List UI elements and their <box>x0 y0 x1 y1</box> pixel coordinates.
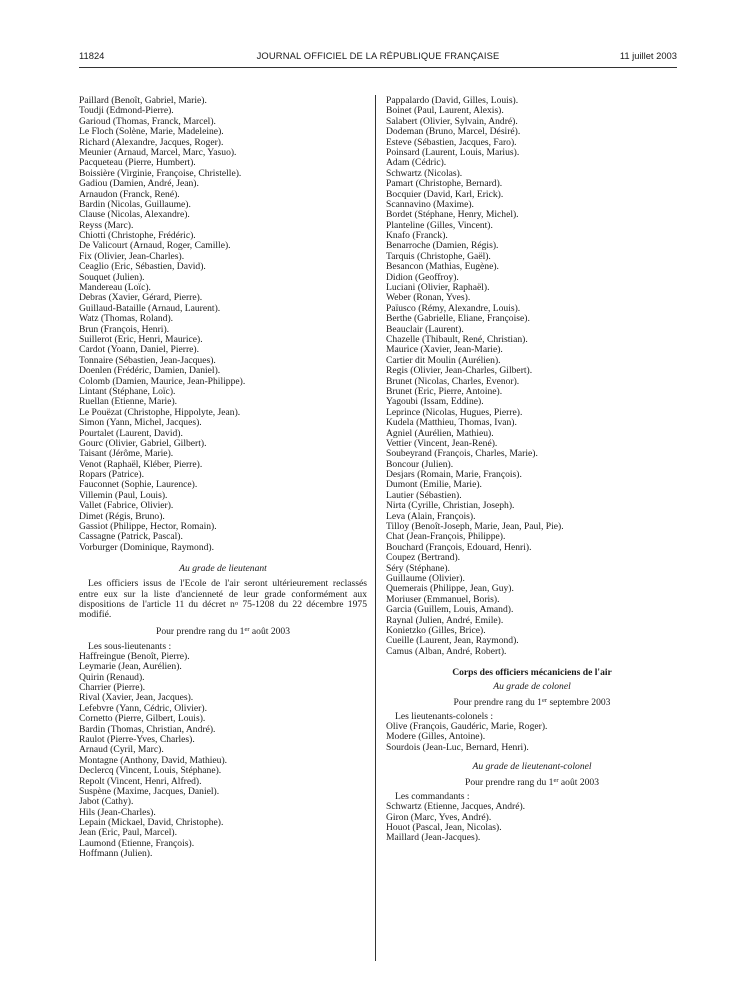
list-item: Bardin (Nicolas, Guillaume). <box>79 198 191 210</box>
list-item: Rival (Xavier, Jean, Jacques). <box>79 692 194 704</box>
rank-superscript: er <box>541 697 548 705</box>
list-item: Pacqueteau (Pierre, Humbert). <box>79 157 196 169</box>
list-item: Lefebvre (Yann, Cédric, Olivier). <box>79 702 207 714</box>
list-item: Gourc (Olivier, Gabriel, Gilbert). <box>79 437 207 449</box>
list-item: Le Floch (Solène, Marie, Madeleine). <box>79 126 224 138</box>
numero-superscript: o <box>234 600 239 607</box>
list-item: Fix (Olivier, Jean-Charles). <box>79 250 185 262</box>
list-item: Ceaglio (Eric, Sébastien, David). <box>79 261 206 273</box>
list-item: Pourtalet (Laurent, David). <box>79 427 183 439</box>
name-list <box>79 96 367 553</box>
list-item: Nirta (Cyrille, Christian, Joseph). <box>386 500 515 512</box>
list-item: Haffreingue (Benoît, Pierre). <box>79 650 190 662</box>
list-item: Leprince (Nicolas, Hugues, Pierre). <box>386 406 523 418</box>
list-item: Séry (Stéphane). <box>386 562 450 574</box>
list-item: Beauclair (Laurent). <box>386 323 464 335</box>
list-item: Besancon (Mathias, Eugène). <box>386 261 499 273</box>
list-item: Cardot (Yoann, Daniel, Pierre). <box>79 344 199 356</box>
rank-text: Pour prendre rang du 1 <box>464 777 554 789</box>
list-item: Sourdois (Jean-Luc, Bernard, Henri). <box>386 741 529 753</box>
list-item: Bordet (Stéphane, Henry, Michel). <box>386 209 519 221</box>
list-item: Agniel (Aurélien, Mathieu). <box>386 427 494 439</box>
list-item: Watz (Thomas, Roland). <box>79 313 174 325</box>
list-item: Brunet (Nicolas, Charles, Evenor). <box>386 375 520 387</box>
list-item: Regis (Olivier, Jean-Charles, Gilbert). <box>386 365 533 377</box>
list-item: Pappalardo (David, Gilles, Louis). <box>386 95 519 106</box>
list-item: Tarquis (Christophe, Gaël). <box>386 250 491 262</box>
rank-superscript: er <box>553 777 559 785</box>
list-item: Leva (Alain, François). <box>386 510 476 522</box>
list-item: Dodeman (Bruno, Marcel, Désiré). <box>386 126 521 138</box>
list-item: Ruellan (Etienne, Marie). <box>79 396 178 408</box>
list-item: Clause (Nicolas, Alexandre). <box>79 209 190 221</box>
list-item: Arnaudon (Franck, René). <box>79 188 180 200</box>
list-item: Bardin (Thomas, Christian, André). <box>79 723 216 735</box>
list-item: Chazelle (Thibault, René, Christian). <box>386 333 528 345</box>
list-item: Boinet (Paul, Laurent, Alexis). <box>386 105 504 117</box>
list-item: Maillard (Jean-Jacques). <box>386 832 481 844</box>
section-heading: Au grade de colonel <box>493 681 571 693</box>
column-divider <box>375 95 376 961</box>
section-heading: Au grade de lieutenant-colonel <box>472 761 592 773</box>
list-item: Dumont (Emilie, Marie). <box>386 479 482 491</box>
list-item: Giron (Marc, Yves, André). <box>386 811 492 823</box>
list-item: Meunier (Arnaud, Marcel, Marc, Yasuo). <box>79 146 237 158</box>
list-item: Cassagne (Patrick, Pascal). <box>79 531 183 543</box>
list-item: Cartier dit Moulin (Aurélien). <box>386 354 501 366</box>
name-list <box>79 652 367 860</box>
rank-text: septembre 2003 <box>547 697 611 709</box>
rank-text: Pour prendre rang du 1 <box>155 625 245 637</box>
list-item: Suspène (Maxime, Jacques, Daniel). <box>79 785 220 797</box>
list-item: Gassiot (Philippe, Hector, Romain). <box>79 521 217 533</box>
list-item: Camus (Alban, André, Robert). <box>386 645 507 657</box>
list-item: Moriuser (Emmanuel, Boris). <box>386 593 500 605</box>
list-item: Païusco (Rémy, Alexandre, Louis). <box>386 302 521 314</box>
list-item: Tilloy (Benoît-Joseph, Marie, Jean, Paul, Pie). <box>386 521 564 533</box>
list-item: Boncour (Julien). <box>386 458 454 470</box>
page-header <box>79 49 677 63</box>
list-item: Fauconnet (Sophie, Laurence). <box>79 479 198 491</box>
list-item: Le Pouëzat (Christophe, Hippolyte, Jean). <box>79 406 241 418</box>
list-item: Quemerais (Philippe, Jean, Guy). <box>386 583 514 595</box>
list-item: Mandereau (Loïc). <box>79 282 151 294</box>
list-item: Suillerot (Eric, Henri, Maurice). <box>79 333 203 345</box>
list-item: Schwartz (Nicolas). <box>386 167 463 179</box>
list-item: Colomb (Damien, Maurice, Jean-Philippe). <box>79 375 246 387</box>
list-item: Villemin (Paul, Louis). <box>79 489 168 501</box>
list-item: Leymarie (Jean, Aurélien). <box>79 661 182 673</box>
issue-date: 11 juillet 2003 <box>619 50 677 61</box>
list-item: Luciani (Olivier, Raphaël). <box>386 282 490 294</box>
list-item: Guillaume (Olivier). <box>386 572 465 584</box>
list-item: Cueille (Laurent, Jean, Raymond). <box>386 635 519 647</box>
list-item: Vorburger (Dominique, Raymond). <box>79 541 215 553</box>
list-item: Lepain (Mickael, David, Christophe). <box>79 817 224 829</box>
list-item: Cornetto (Pierre, Gilbert, Louis). <box>79 713 206 725</box>
list-item: Maurice (Xavier, Jean-Marie). <box>386 344 503 356</box>
list-item: Reyss (Marc). <box>79 219 134 231</box>
rank-date <box>386 777 678 789</box>
list-item: Planteline (Gilles, Vincent). <box>386 219 493 231</box>
list-item: Chiotti (Christophe, Frédéric). <box>79 230 196 242</box>
list-item: Vettier (Vincent, Jean-René). <box>386 437 498 449</box>
sub-heading: Les sous-lieutenants : <box>88 640 172 652</box>
page-number: 11824 <box>79 50 105 61</box>
list-item: Lautier (Sébastien). <box>386 489 462 501</box>
left-column <box>79 96 367 860</box>
list-item: Boissière (Virginie, Françoise, Christelle). <box>79 167 242 179</box>
list-item: Richard (Alexandre, Jacques, Roger). <box>79 136 224 148</box>
list-item: Jabot (Cathy). <box>79 796 134 808</box>
list-item: Debras (Xavier, Gérard, Pierre). <box>79 292 203 304</box>
list-item: Garcia (Guillem, Louis, Amand). <box>386 604 514 616</box>
list-item: Tonnaire (Sébastien, Jean-Jacques). <box>79 354 216 366</box>
paragraph-text: 75-1208 du 22 décembre 1975 modifié. <box>79 599 367 621</box>
list-item: Simon (Yann, Michel, Jacques). <box>79 417 202 429</box>
list-item: Desjars (Romain, Marie, François). <box>386 469 522 481</box>
right-column <box>386 96 678 844</box>
list-item: Repolt (Vincent, Henri, Alfred). <box>79 775 202 787</box>
list-item: Coupez (Bertrand). <box>386 552 461 564</box>
list-item: Dimet (Régis, Bruno). <box>79 510 165 522</box>
list-item: Ropars (Patrice). <box>79 469 145 481</box>
list-item: Poinsard (Laurent, Louis, Marius). <box>386 146 520 158</box>
list-item: Adam (Cédric). <box>386 157 447 169</box>
section-paragraph <box>79 579 367 621</box>
header-rule <box>79 67 677 68</box>
name-list <box>386 96 678 657</box>
list-item: Hils (Jean-Charles). <box>79 806 156 818</box>
list-item: Chat (Jean-François, Philippe). <box>386 531 506 543</box>
list-item: Olive (François, Gaudéric, Marie, Roger). <box>386 721 548 733</box>
rank-superscript: er <box>244 625 250 633</box>
list-item: Doenlen (Frédéric, Damien, Daniel). <box>79 365 221 377</box>
list-item: Quirin (Renaud). <box>79 671 145 683</box>
journal-title: JOURNAL OFFICIEL DE LA RÉPUBLIQUE FRANÇAISE <box>256 50 500 61</box>
list-item: Scannavino (Maxime). <box>386 198 474 210</box>
rank-date <box>79 626 367 638</box>
list-item: Konietzko (Gilles, Brice). <box>386 624 486 636</box>
list-item: Didion (Geoffroy). <box>386 271 459 283</box>
list-item: Soubeyrand (François, Charles, Marie). <box>386 448 538 460</box>
list-item: Houot (Pascal, Jean, Nicolas). <box>386 822 502 834</box>
rank-date <box>386 697 678 709</box>
list-item: Declercq (Vincent, Louis, Stéphane). <box>79 765 222 777</box>
list-item: De Valicourt (Arnaud, Roger, Camille). <box>79 240 231 252</box>
list-item: Raynal (Julien, André, Emile). <box>386 614 504 626</box>
list-item: Bocquier (David, Karl, Erick). <box>386 188 504 200</box>
list-item: Weber (Ronan, Yves). <box>386 292 471 304</box>
list-item: Pamart (Christophe, Bernard). <box>386 178 503 190</box>
list-item: Benarroche (Damien, Régis). <box>386 240 499 252</box>
name-list <box>386 722 678 753</box>
list-item: Taisant (Jérôme, Marie). <box>79 448 174 460</box>
list-item: Salabert (Olivier, Sylvain, André). <box>386 115 518 127</box>
list-item: Hoffmann (Julien). <box>79 848 153 860</box>
section-heading: Au grade de lieutenant <box>179 563 267 575</box>
list-item: Toudji (Edmond-Pierre). <box>79 105 174 117</box>
list-item: Jean (Eric, Paul, Marcel). <box>79 827 178 839</box>
list-item: Raulot (Pierre-Yves, Charles). <box>79 733 195 745</box>
list-item: Knafo (Franck). <box>386 230 448 242</box>
list-item: Bouchard (François, Edouard, Henri). <box>386 541 532 553</box>
sub-heading: Les lieutenants-colonels : <box>395 711 494 723</box>
list-item: Venot (Raphaël, Kléber, Pierre). <box>79 458 203 470</box>
list-item: Paillard (Benoît, Gabriel, Marie). <box>79 95 207 106</box>
list-item: Montagne (Anthony, David, Mathieu). <box>79 754 228 766</box>
list-item: Charrier (Pierre). <box>79 681 146 693</box>
list-item: Guillaud-Bataille (Arnaud, Laurent). <box>79 302 221 314</box>
sub-heading: Les commandants : <box>395 791 470 803</box>
list-item: Arnaud (Cyril, Marc). <box>79 744 164 756</box>
rank-text: août 2003 <box>249 625 291 637</box>
list-item: Brunet (Eric, Pierre, Antoine). <box>386 385 503 397</box>
name-list <box>386 802 678 844</box>
list-item: Yagoubi (Issam, Eddine). <box>386 396 484 408</box>
list-item: Schwartz (Etienne, Jacques, André). <box>386 801 526 813</box>
rank-text: Pour prendre rang du 1 <box>453 697 542 709</box>
list-item: Modere (Gilles, Antoine). <box>386 731 486 743</box>
list-item: Brun (François, Henri). <box>79 323 170 335</box>
list-item: Garioud (Thomas, Franck, Marcel). <box>79 115 216 127</box>
list-item: Lintant (Stéphane, Loïc). <box>79 385 176 397</box>
list-item: Esteve (Sébastien, Jacques, Faro). <box>386 136 517 148</box>
corps-heading: Corps des officiers mécaniciens de l'air <box>452 667 612 679</box>
list-item: Souquet (Julien). <box>79 271 145 283</box>
list-item: Laumond (Etienne, François). <box>79 837 195 849</box>
list-item: Gadiou (Damien, André, Jean). <box>79 178 199 190</box>
list-item: Berthe (Gabrielle, Eliane, Françoise). <box>386 313 530 325</box>
rank-text: août 2003 <box>558 777 600 789</box>
paragraph-text: Les officiers issus de l'Ecole de l'air seront ultérieurement reclassés entre eux sur la liste d'ancienneté de leur grade conformément aux dispositions de l'article 11 du décret n <box>79 578 367 610</box>
list-item: Vallet (Fabrice, Olivier). <box>79 500 174 512</box>
list-item: Kudela (Matthieu, Thomas, Ivan). <box>386 417 517 429</box>
